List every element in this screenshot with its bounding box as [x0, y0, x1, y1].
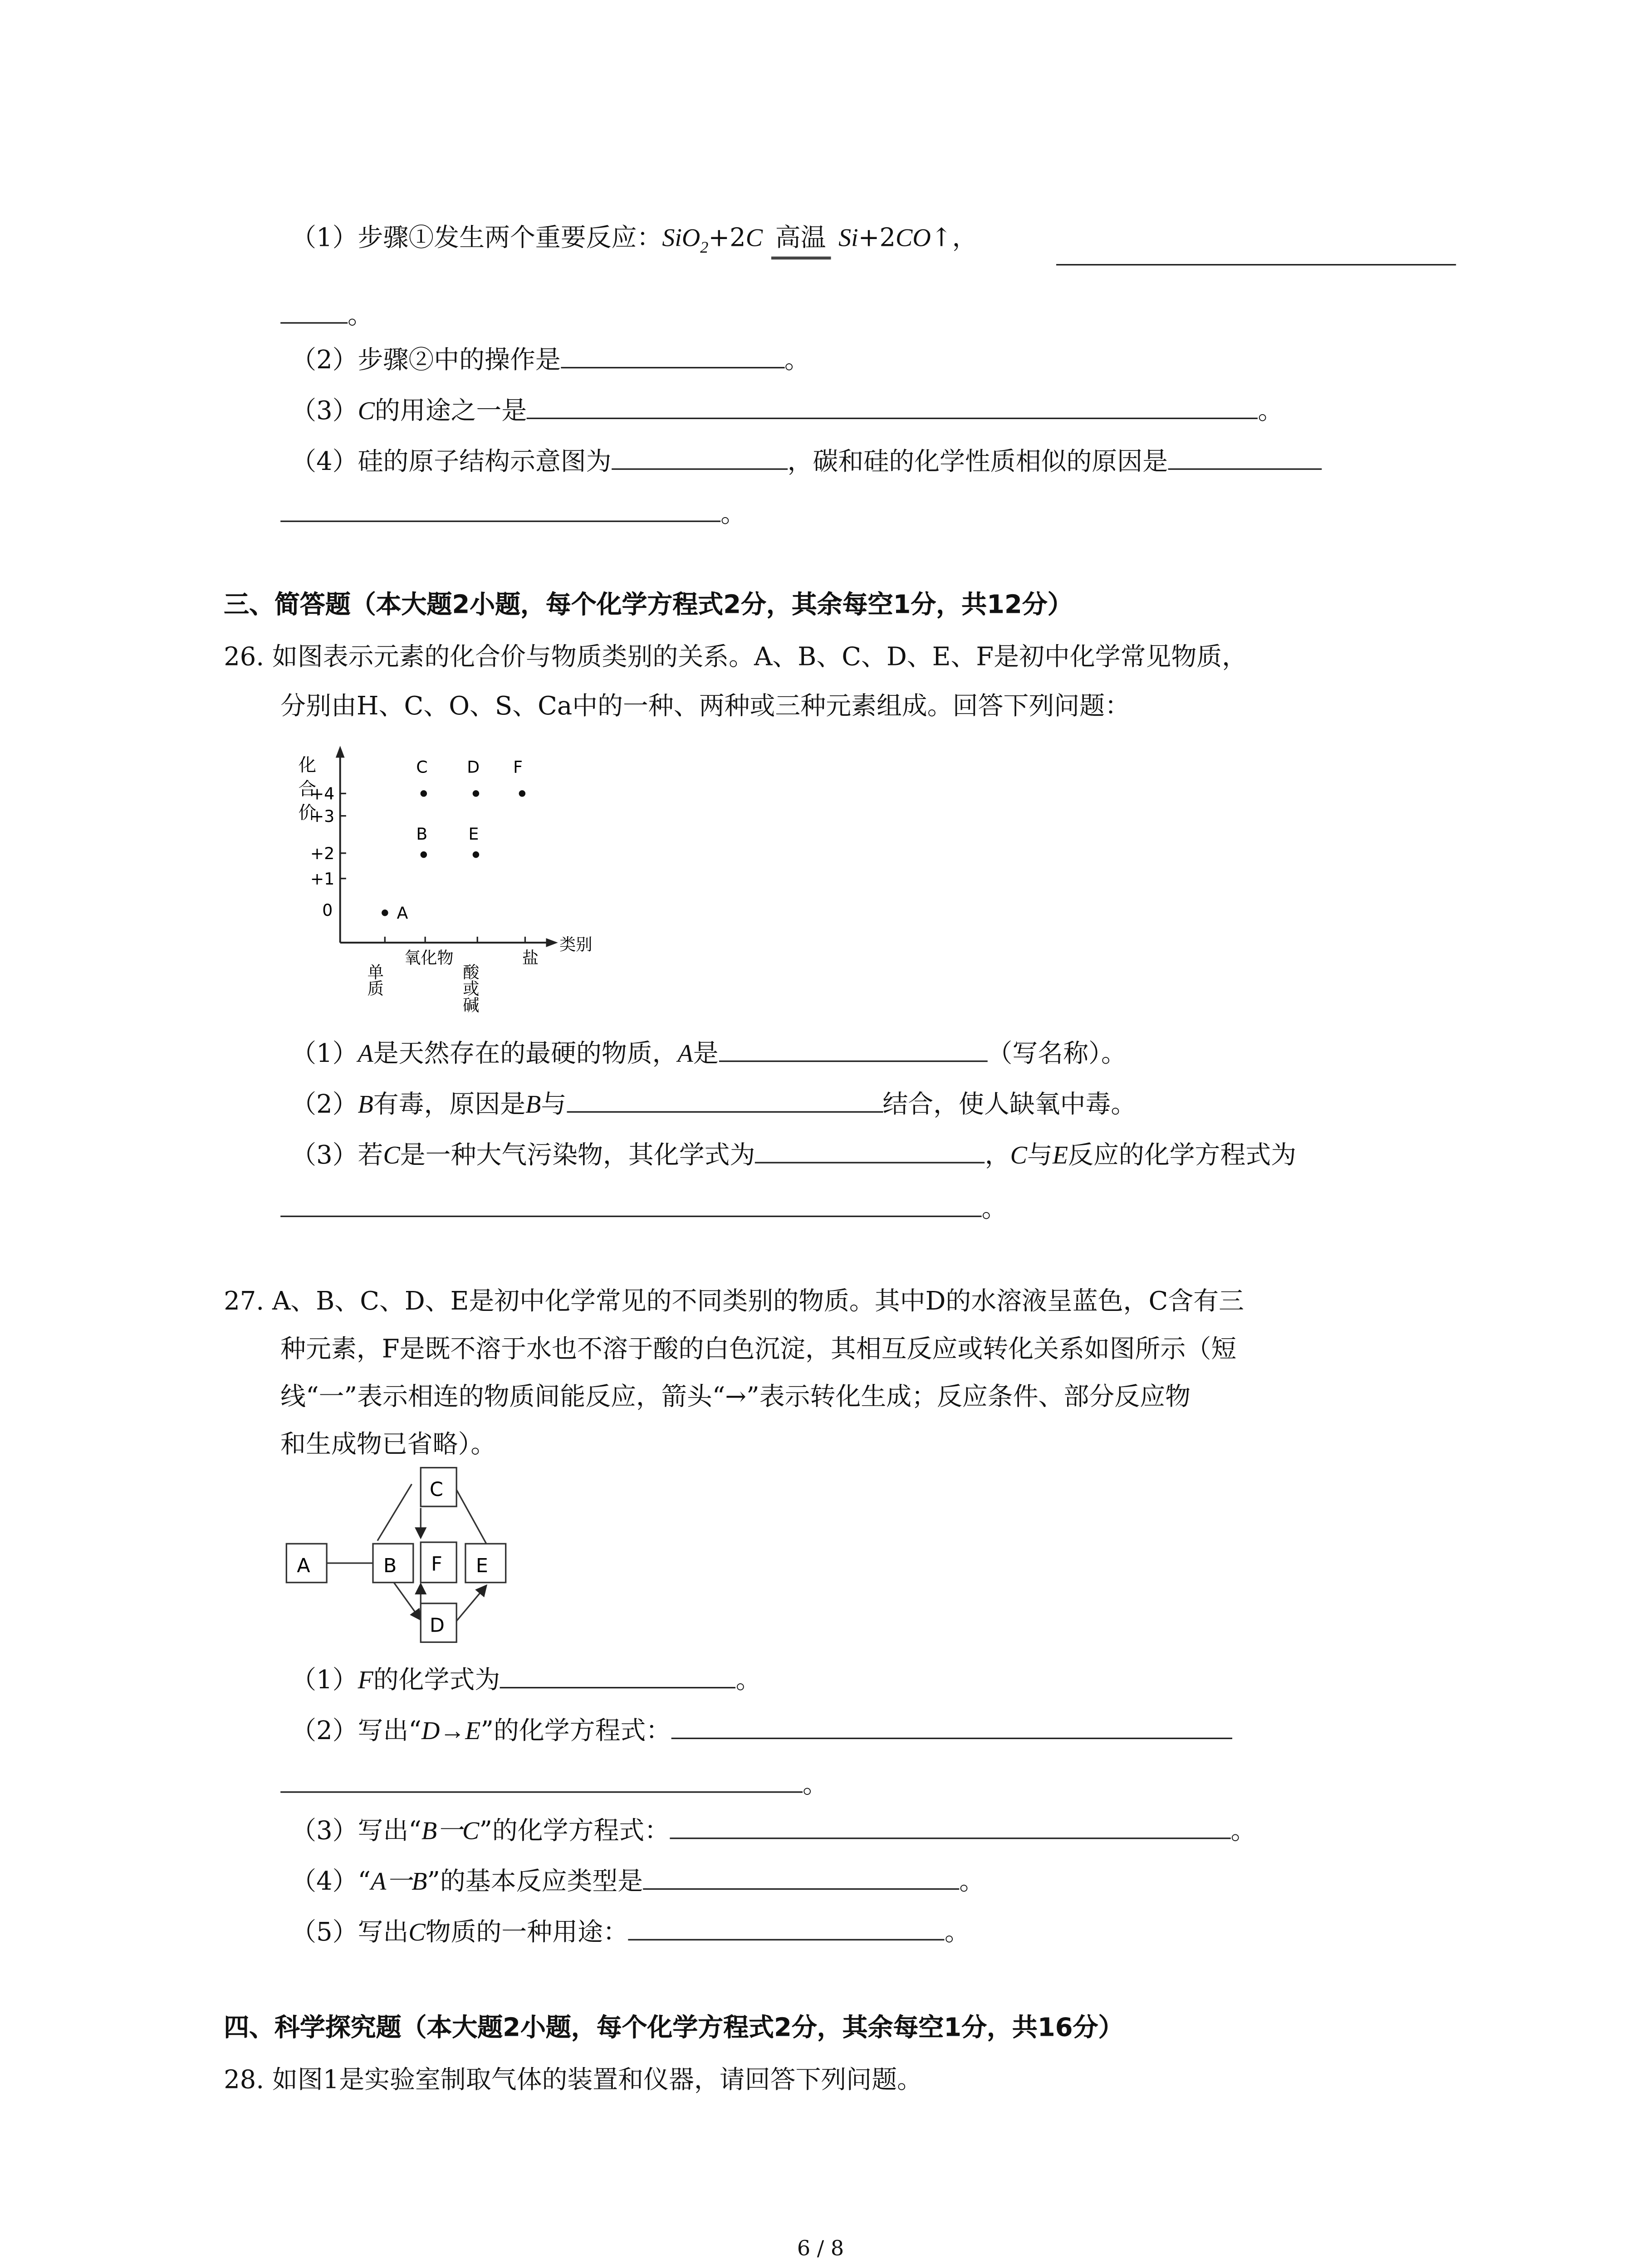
- tick-label: +3: [310, 806, 335, 826]
- formula-si: Si: [838, 224, 858, 252]
- x-tick-label: 盐: [522, 948, 539, 968]
- q26-part3-cont: 。: [280, 1189, 1007, 1227]
- point-label: C: [416, 757, 428, 777]
- point-c: [421, 790, 427, 797]
- svg-text:C: C: [430, 1478, 443, 1501]
- reaction-condition: 高温: [771, 221, 831, 257]
- formula-plus: +2: [708, 224, 746, 254]
- page-number: 6 / 8: [797, 2237, 844, 2261]
- point-a: [382, 909, 388, 916]
- svg-text:价: 价: [298, 802, 317, 824]
- q27-part4: （4）“A一B”的基本反应类型是 。: [291, 1862, 985, 1900]
- tick-label: +1: [310, 869, 335, 889]
- svg-text:B: B: [383, 1554, 397, 1577]
- point-label: A: [397, 903, 408, 923]
- answer-blank[interactable]: [719, 1034, 987, 1062]
- q26-stem-2: 分别由H、C、O、S、Ca中的一种、两种或三种元素组成。回答下列问题：: [280, 692, 1131, 722]
- q27-stem-1: 27. A、B、C、D、E是初中化学常见的不同类别的物质。其中D的水溶液呈蓝色，C含有三: [224, 1287, 1244, 1317]
- svg-text:合: 合: [298, 778, 317, 800]
- answer-blank[interactable]: [612, 441, 788, 469]
- q25-step4: （4）硅的原子结构示意图为 ，碳和硅的化学性质相似的原因是: [291, 441, 1322, 480]
- tick-label: +2: [310, 844, 335, 864]
- x-tick-label: 酸或碱: [460, 963, 480, 1013]
- q25-step1-prefix: （1）步骤①发生两个重要反应：: [291, 224, 662, 254]
- q27-stem-2: 种元素，F是既不溶于水也不溶于酸的白色沉淀，其相互反应或转化关系如图所示（短: [280, 1334, 1237, 1365]
- answer-blank[interactable]: [755, 1135, 985, 1163]
- svg-text:E: E: [475, 1554, 488, 1577]
- link-c-e: [455, 1487, 486, 1544]
- arrow-b-d: [394, 1583, 421, 1620]
- answer-blank[interactable]: [671, 1711, 1232, 1739]
- point-label: D: [467, 757, 480, 777]
- gas-arrow: ↑，: [931, 224, 978, 254]
- answer-blank[interactable]: [280, 295, 348, 323]
- formula-sub: 2: [700, 239, 709, 257]
- answer-blank[interactable]: [561, 340, 784, 368]
- q26-part1: （1）A是天然存在的最硬的物质，A是 （写名称）。: [291, 1034, 1127, 1072]
- q27-stem-3: 线“一”表示相连的物质间能反应，箭头“→”表示转化生成；反应条件、部分反应物: [280, 1383, 1191, 1413]
- answer-blank[interactable]: [280, 1189, 981, 1217]
- formula-c: C: [745, 224, 763, 252]
- q27-part3: （3）写出“B一C”的化学方程式： 。: [291, 1811, 1256, 1849]
- q27-part1: （1）F的化学式为 。: [291, 1660, 761, 1699]
- answer-blank[interactable]: [1056, 264, 1456, 265]
- formula-plus-2: +2: [858, 224, 896, 254]
- q25-step2: （2）步骤②中的操作是 。: [291, 340, 810, 379]
- relation-diagram: [280, 1466, 534, 1645]
- q26-stem-1: 26. 如图表示元素的化合价与物质类别的关系。A、B、C、D、E、F是初中化学常见物质，: [224, 643, 1248, 673]
- q25-step4-cont: 。: [280, 494, 746, 532]
- y-axis-arrow: [336, 746, 345, 758]
- formula-co: CO: [896, 224, 931, 252]
- q28-stem: 28. 如图1是实验室制取气体的装置和仪器，请回答下列问题。: [224, 2066, 923, 2096]
- point-label: B: [416, 824, 428, 844]
- answer-blank[interactable]: [500, 1660, 736, 1688]
- x-tick-label: 单质: [364, 963, 384, 997]
- link-c-b: [377, 1484, 412, 1541]
- section-4-heading: 四、科学探究题（本大题2小题，每个化学方程式2分，其余每空1分，共16分）: [224, 2014, 1124, 2043]
- q25-step1-cont: 。: [280, 295, 373, 334]
- formula-sio2: SiO: [662, 224, 700, 252]
- q26-part2: （2）B有毒，原因是B与 结合，使人缺氧中毒。: [291, 1085, 1136, 1123]
- valence-chart: [280, 740, 638, 1023]
- answer-blank[interactable]: [643, 1862, 959, 1890]
- svg-text:D: D: [430, 1614, 445, 1637]
- q25-step3: （3）C的用途之一是 。: [291, 391, 1283, 430]
- answer-blank[interactable]: [527, 391, 1258, 419]
- q27-part2-cont: 。: [280, 1765, 828, 1803]
- y-axis-label: 化: [298, 754, 317, 776]
- answer-blank[interactable]: [1168, 441, 1322, 469]
- tick-label: +4: [310, 784, 335, 804]
- answer-blank[interactable]: [280, 1765, 803, 1793]
- point-b: [421, 851, 427, 858]
- answer-blank[interactable]: [628, 1912, 945, 1940]
- q27-stem-4: 和生成物已省略）。: [280, 1430, 496, 1461]
- tick-label: 0: [322, 900, 333, 920]
- x-axis-arrow: [546, 938, 558, 947]
- point-e: [473, 851, 479, 858]
- svg-text:F: F: [431, 1553, 442, 1576]
- q27-part5: （5）写出C物质的一种用途： 。: [291, 1912, 970, 1950]
- q25-step1: [291, 221, 977, 266]
- arrow-d-e: [455, 1585, 486, 1623]
- answer-blank[interactable]: [566, 1085, 882, 1113]
- point-label: E: [468, 824, 479, 844]
- point-d: [473, 790, 479, 797]
- point-f: [519, 790, 525, 797]
- q27-part2: （2）写出“D→E”的化学方程式：: [291, 1711, 1232, 1750]
- x-axis-label: 类别: [559, 934, 593, 954]
- q26-part3: （3）若C是一种大气污染物，其化学式为 ，C与E反应的化学方程式为: [291, 1135, 1296, 1173]
- point-label: F: [513, 757, 523, 777]
- answer-blank[interactable]: [670, 1811, 1230, 1839]
- x-tick-label: 氧化物: [404, 948, 454, 968]
- section-3-heading: 三、简答题（本大题2小题，每个化学方程式2分，其余每空1分，共12分）: [224, 591, 1073, 621]
- svg-text:A: A: [297, 1554, 310, 1577]
- answer-blank[interactable]: [280, 494, 720, 522]
